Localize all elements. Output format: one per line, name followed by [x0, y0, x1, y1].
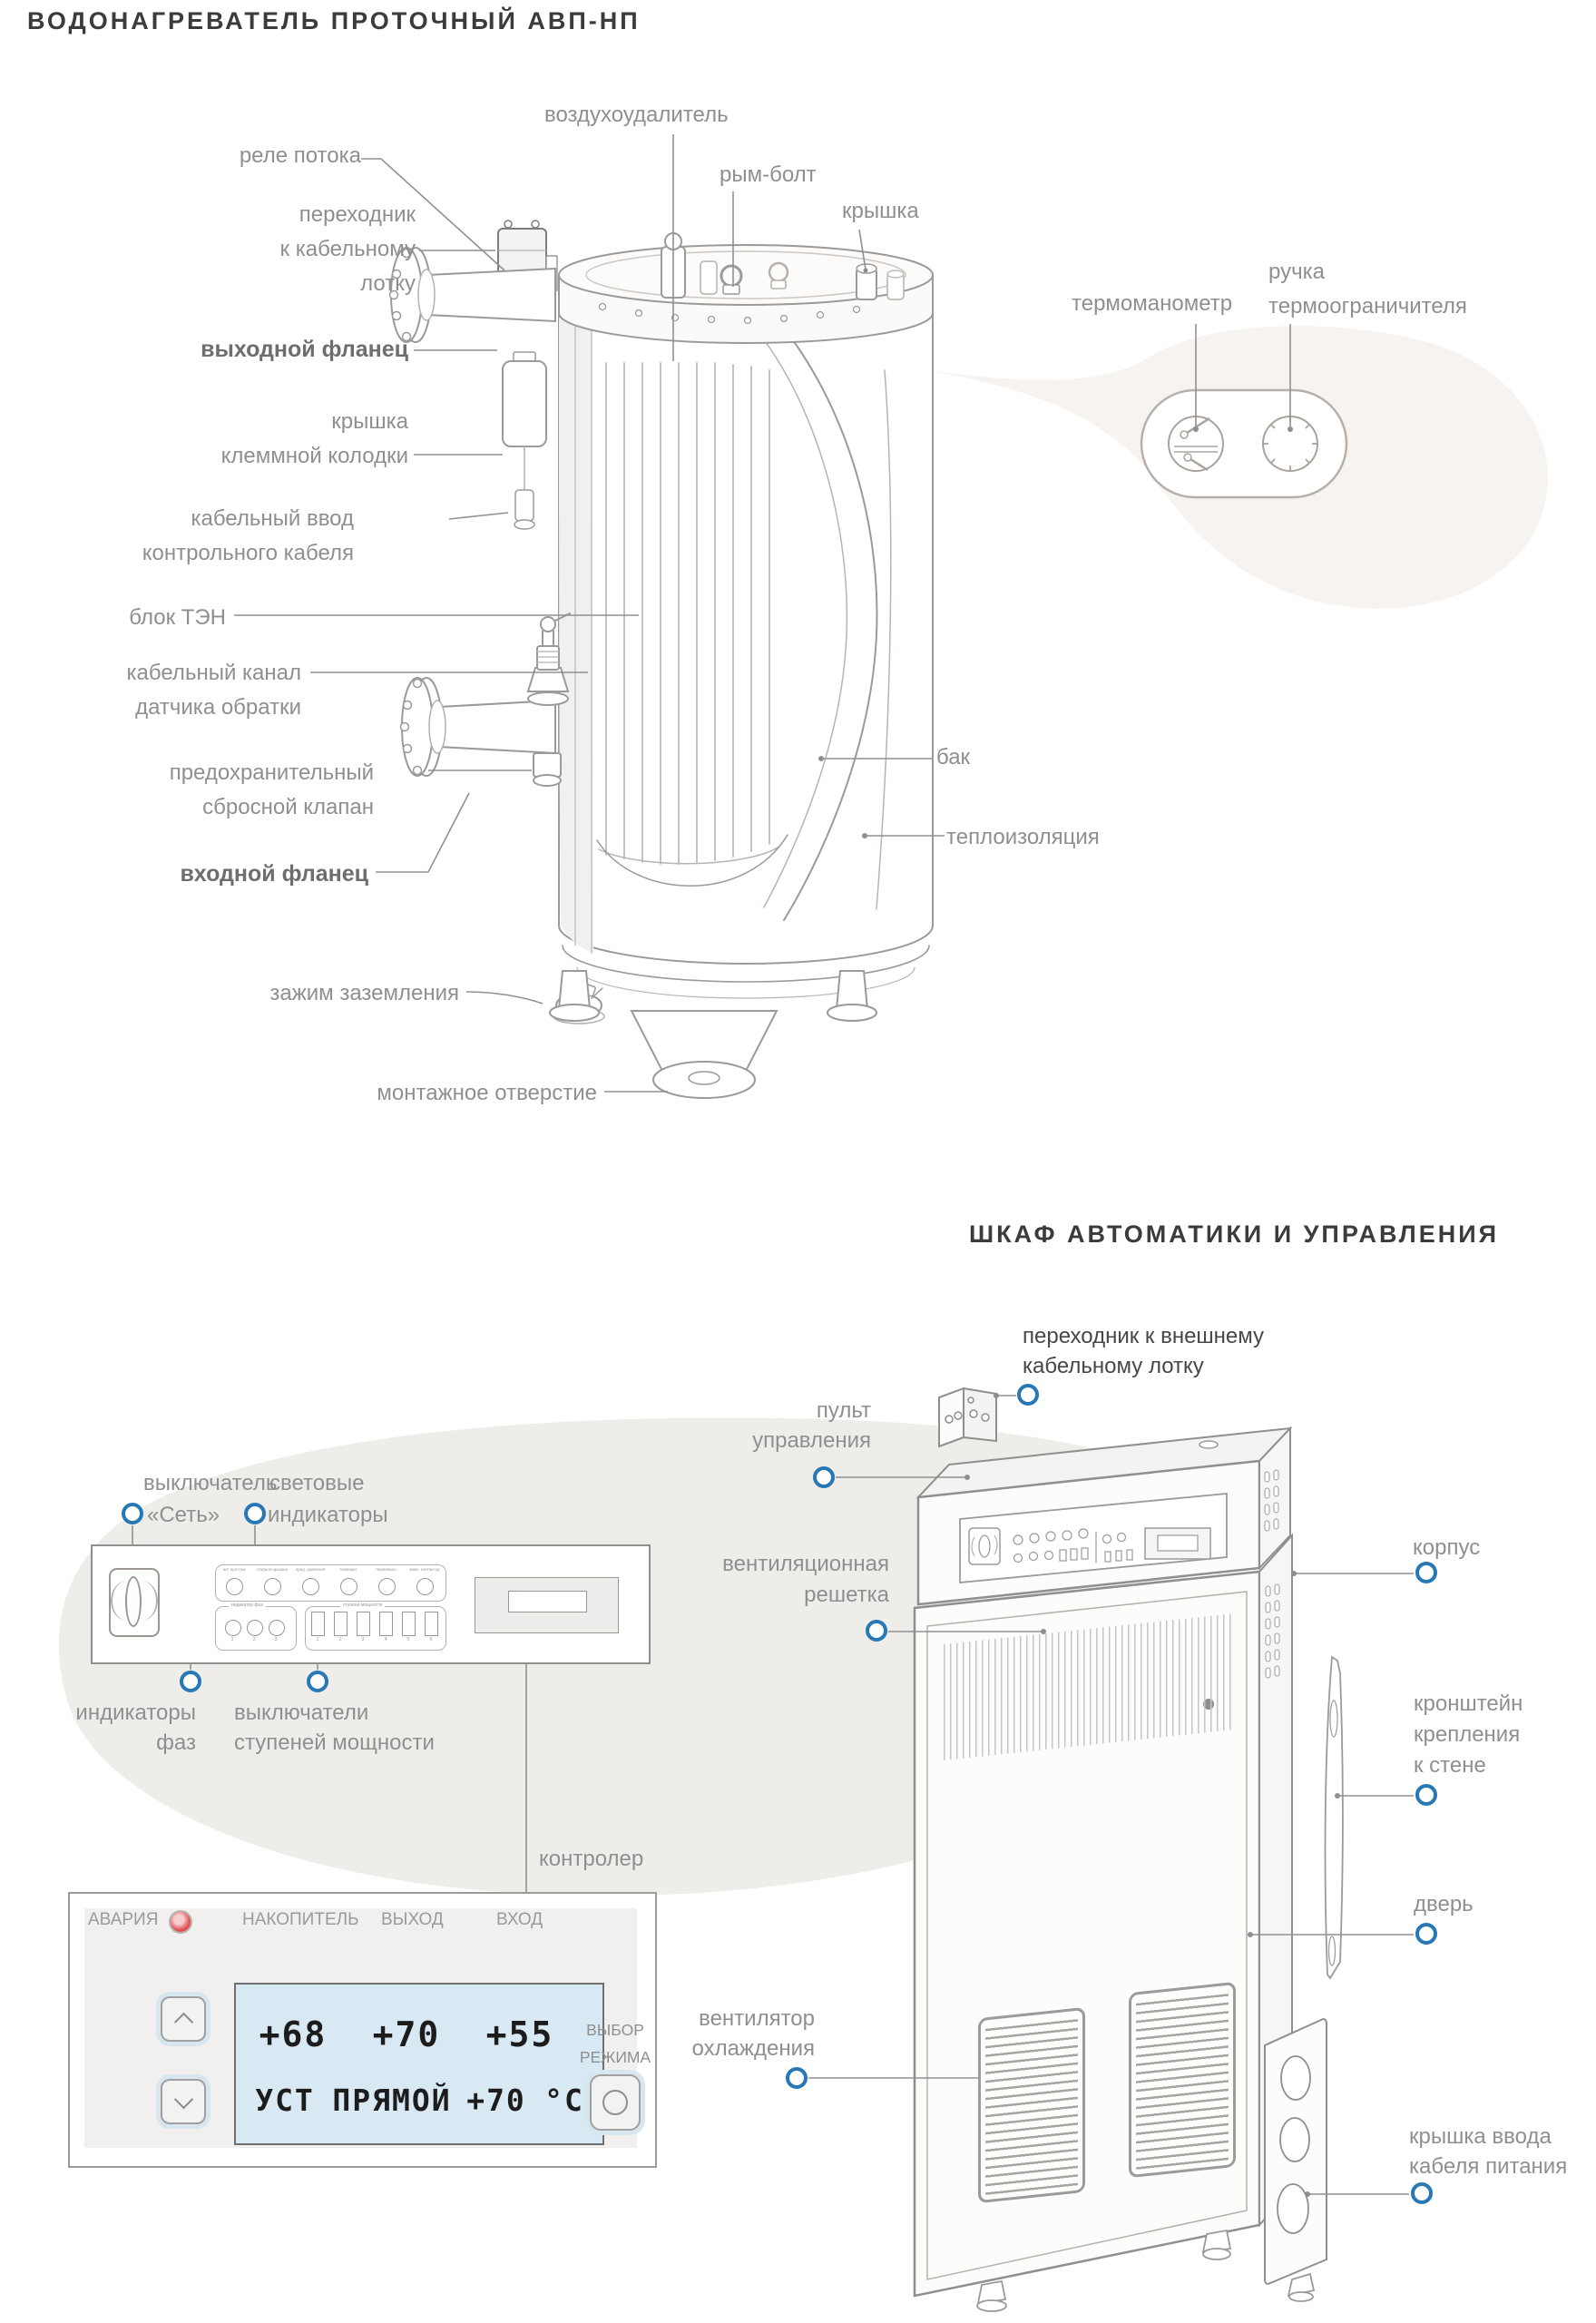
- label-indicator-lights-2: индикаторы: [268, 1503, 388, 1527]
- phase-num-2: 2: [252, 1637, 256, 1642]
- step-switch-6: [425, 1612, 438, 1636]
- ring-cabinet-body: [1415, 1562, 1437, 1583]
- step-switch-3: [357, 1612, 370, 1636]
- label-ground-clamp: зажим заземления: [269, 981, 459, 1005]
- micro-label-2: открыта крышка: [257, 1567, 288, 1572]
- lcd-set-label: УСТ: [255, 2083, 315, 2118]
- chevron-down-icon: [173, 2090, 192, 2109]
- step-num-6: 6: [429, 1637, 433, 1642]
- label-input-flange: входной фланец: [180, 861, 368, 887]
- external-tray-adapter-bracket: [939, 1388, 996, 1446]
- ring-cooling-fan: [786, 2067, 808, 2089]
- step-num-3: 3: [361, 1637, 365, 1642]
- label-cabinet-body: корпус: [1413, 1535, 1481, 1560]
- label-mounting-hole: монтажное отверстие: [377, 1081, 597, 1105]
- lcd-value-accumulator: +68: [259, 2014, 328, 2054]
- lcd-value-input: +55: [485, 2014, 554, 2054]
- label-rym-bolt: рым-болт: [720, 162, 817, 187]
- label-door: дверь: [1414, 1892, 1474, 1916]
- cable-gland: [514, 490, 534, 529]
- terminal-cover: [503, 352, 546, 490]
- section1-title: ВОДОНАГРЕВАТЕЛЬ ПРОТОЧНЫЙ АВП-НП: [27, 7, 641, 34]
- mode-select-label: ВЫБОР РЕЖИМА: [579, 2021, 651, 2066]
- phase-num-1: 1: [230, 1637, 234, 1642]
- ring-phase-indicators: [180, 1671, 201, 1692]
- label-cable-channel: кабельный канал датчика обратки: [126, 661, 301, 720]
- status-led-1: [226, 1578, 243, 1595]
- alarm-led: [169, 1910, 192, 1934]
- ring-power-switch: [122, 1503, 143, 1524]
- ring-external-tray-adapter: [1017, 1384, 1039, 1406]
- label-phase-indicators: индикаторы фаз: [75, 1701, 196, 1755]
- fan-grille-right: [1129, 1982, 1236, 2178]
- down-button[interactable]: [161, 2079, 206, 2124]
- step-switch-2: [334, 1612, 348, 1636]
- step-num-4: 4: [384, 1637, 387, 1642]
- mounting-cone: [632, 1011, 777, 1098]
- label-controller: контролер: [539, 1847, 644, 1871]
- step-switch-1: [311, 1612, 325, 1636]
- label-cable-entry: кабельный ввод контрольного кабеля: [142, 506, 354, 565]
- up-button[interactable]: [161, 1996, 206, 2042]
- status-led-5: [378, 1578, 396, 1595]
- ring-wall-bracket: [1415, 1784, 1437, 1806]
- micro-label-6: макс. контактор: [409, 1567, 440, 1572]
- alarm-label: АВАРИЯ: [88, 1910, 159, 1929]
- header-input: ВХОД: [496, 1910, 543, 1929]
- label-tank: бак: [936, 745, 971, 769]
- step-num-2: 2: [338, 1637, 342, 1642]
- label-terminal-cover: крышка клеммной колодки: [220, 409, 408, 468]
- label-insulation: теплоизоляция: [946, 825, 1100, 849]
- micro-label-1: нет протока: [222, 1567, 246, 1572]
- micro-label-3: пред. давления: [295, 1567, 326, 1572]
- label-power-switch-2: «Сеть»: [147, 1503, 220, 1527]
- ring-cable-entry-cover: [1411, 2182, 1433, 2204]
- label-cable-tray-adapter: переходник к кабельному лотку: [279, 202, 416, 296]
- lcd-value-output: +70: [372, 2014, 441, 2054]
- phase-group-title: индикатор фаз: [229, 1603, 266, 1608]
- label-air-vent: воздухоудалитель: [544, 103, 729, 127]
- ring-ventilation-grate: [866, 1620, 887, 1642]
- chevron-up-icon: [173, 2012, 192, 2031]
- step-switch-4: [379, 1612, 393, 1636]
- lcd-unit: °С: [544, 2083, 584, 2118]
- label-output-flange: выходной фланец: [201, 337, 408, 362]
- step-num-1: 1: [316, 1637, 319, 1642]
- status-led-4: [340, 1578, 357, 1595]
- lcd-set-temp: +70: [466, 2083, 526, 2118]
- label-power-step-switches: выключатели ступеней мощности: [234, 1701, 435, 1755]
- steps-group-title: ступени мощности: [340, 1603, 385, 1608]
- label-ventilation-grate: вентиляционная решетка: [722, 1552, 889, 1607]
- panel-display: [508, 1591, 587, 1612]
- label-indicator-lights-1: световые: [269, 1471, 365, 1495]
- step-switch-5: [402, 1612, 416, 1636]
- phase-led-2: [247, 1620, 263, 1636]
- micro-label-5: термовыкл.: [375, 1567, 398, 1572]
- phase-led-3: [269, 1620, 285, 1636]
- ring-power-step-switches: [307, 1671, 328, 1692]
- lcd-mode-value: ПРЯМОЙ: [332, 2083, 452, 2118]
- label-cap: крышка: [842, 199, 919, 223]
- fan-grille-left: [978, 2007, 1085, 2203]
- label-thermomanometer: термоманометр: [1072, 291, 1233, 316]
- label-safety-valve: предохранительный сбросной клапан: [169, 760, 374, 819]
- gauge-capsule: [1141, 390, 1346, 497]
- mode-select-button[interactable]: [590, 2074, 641, 2131]
- label-cable-entry-cover: крышка ввода кабеля питания: [1409, 2124, 1568, 2179]
- ring-indicator-lights: [244, 1503, 266, 1524]
- micro-label-4: терморег.: [339, 1567, 357, 1572]
- phase-num-3: 3: [274, 1637, 278, 1642]
- header-output: ВЫХОД: [381, 1910, 444, 1929]
- label-limiter-handle: ручка термоограничителя: [1268, 260, 1467, 319]
- label-console: пульт управления: [752, 1398, 871, 1453]
- step-num-5: 5: [406, 1637, 410, 1642]
- water-heater-illustration: [390, 221, 934, 1098]
- status-led-2: [264, 1578, 281, 1595]
- label-external-tray-adapter: переходник к внешнему кабельному лотку: [1023, 1324, 1265, 1378]
- mode-button-icon: [602, 2090, 628, 2115]
- ring-console: [813, 1466, 835, 1488]
- phase-led-1: [225, 1620, 241, 1636]
- power-switch: [109, 1568, 160, 1637]
- status-led-3: [302, 1578, 319, 1595]
- section2-title: ШКАФ АВТОМАТИКИ И УПРАВЛЕНИЯ: [969, 1220, 1500, 1248]
- label-heating-block: блок ТЭН: [129, 605, 226, 630]
- label-flow-relay: реле потока: [239, 143, 361, 168]
- label-wall-bracket: кронштейн крепления к стене: [1414, 1691, 1523, 1778]
- ring-door: [1415, 1923, 1437, 1945]
- cable-entry-cover: [1265, 2019, 1327, 2284]
- rotary-knob: [125, 1576, 142, 1627]
- wall-bracket: [1326, 1657, 1343, 1978]
- header-accumulator: НАКОПИТЕЛЬ: [242, 1910, 359, 1929]
- controller-lcd: [234, 1983, 604, 2145]
- label-cooling-fan: вентилятор охлаждения: [691, 2006, 815, 2061]
- label-power-switch-1: выключатель: [143, 1471, 278, 1495]
- input-flange: [401, 678, 556, 776]
- status-led-6: [416, 1578, 434, 1595]
